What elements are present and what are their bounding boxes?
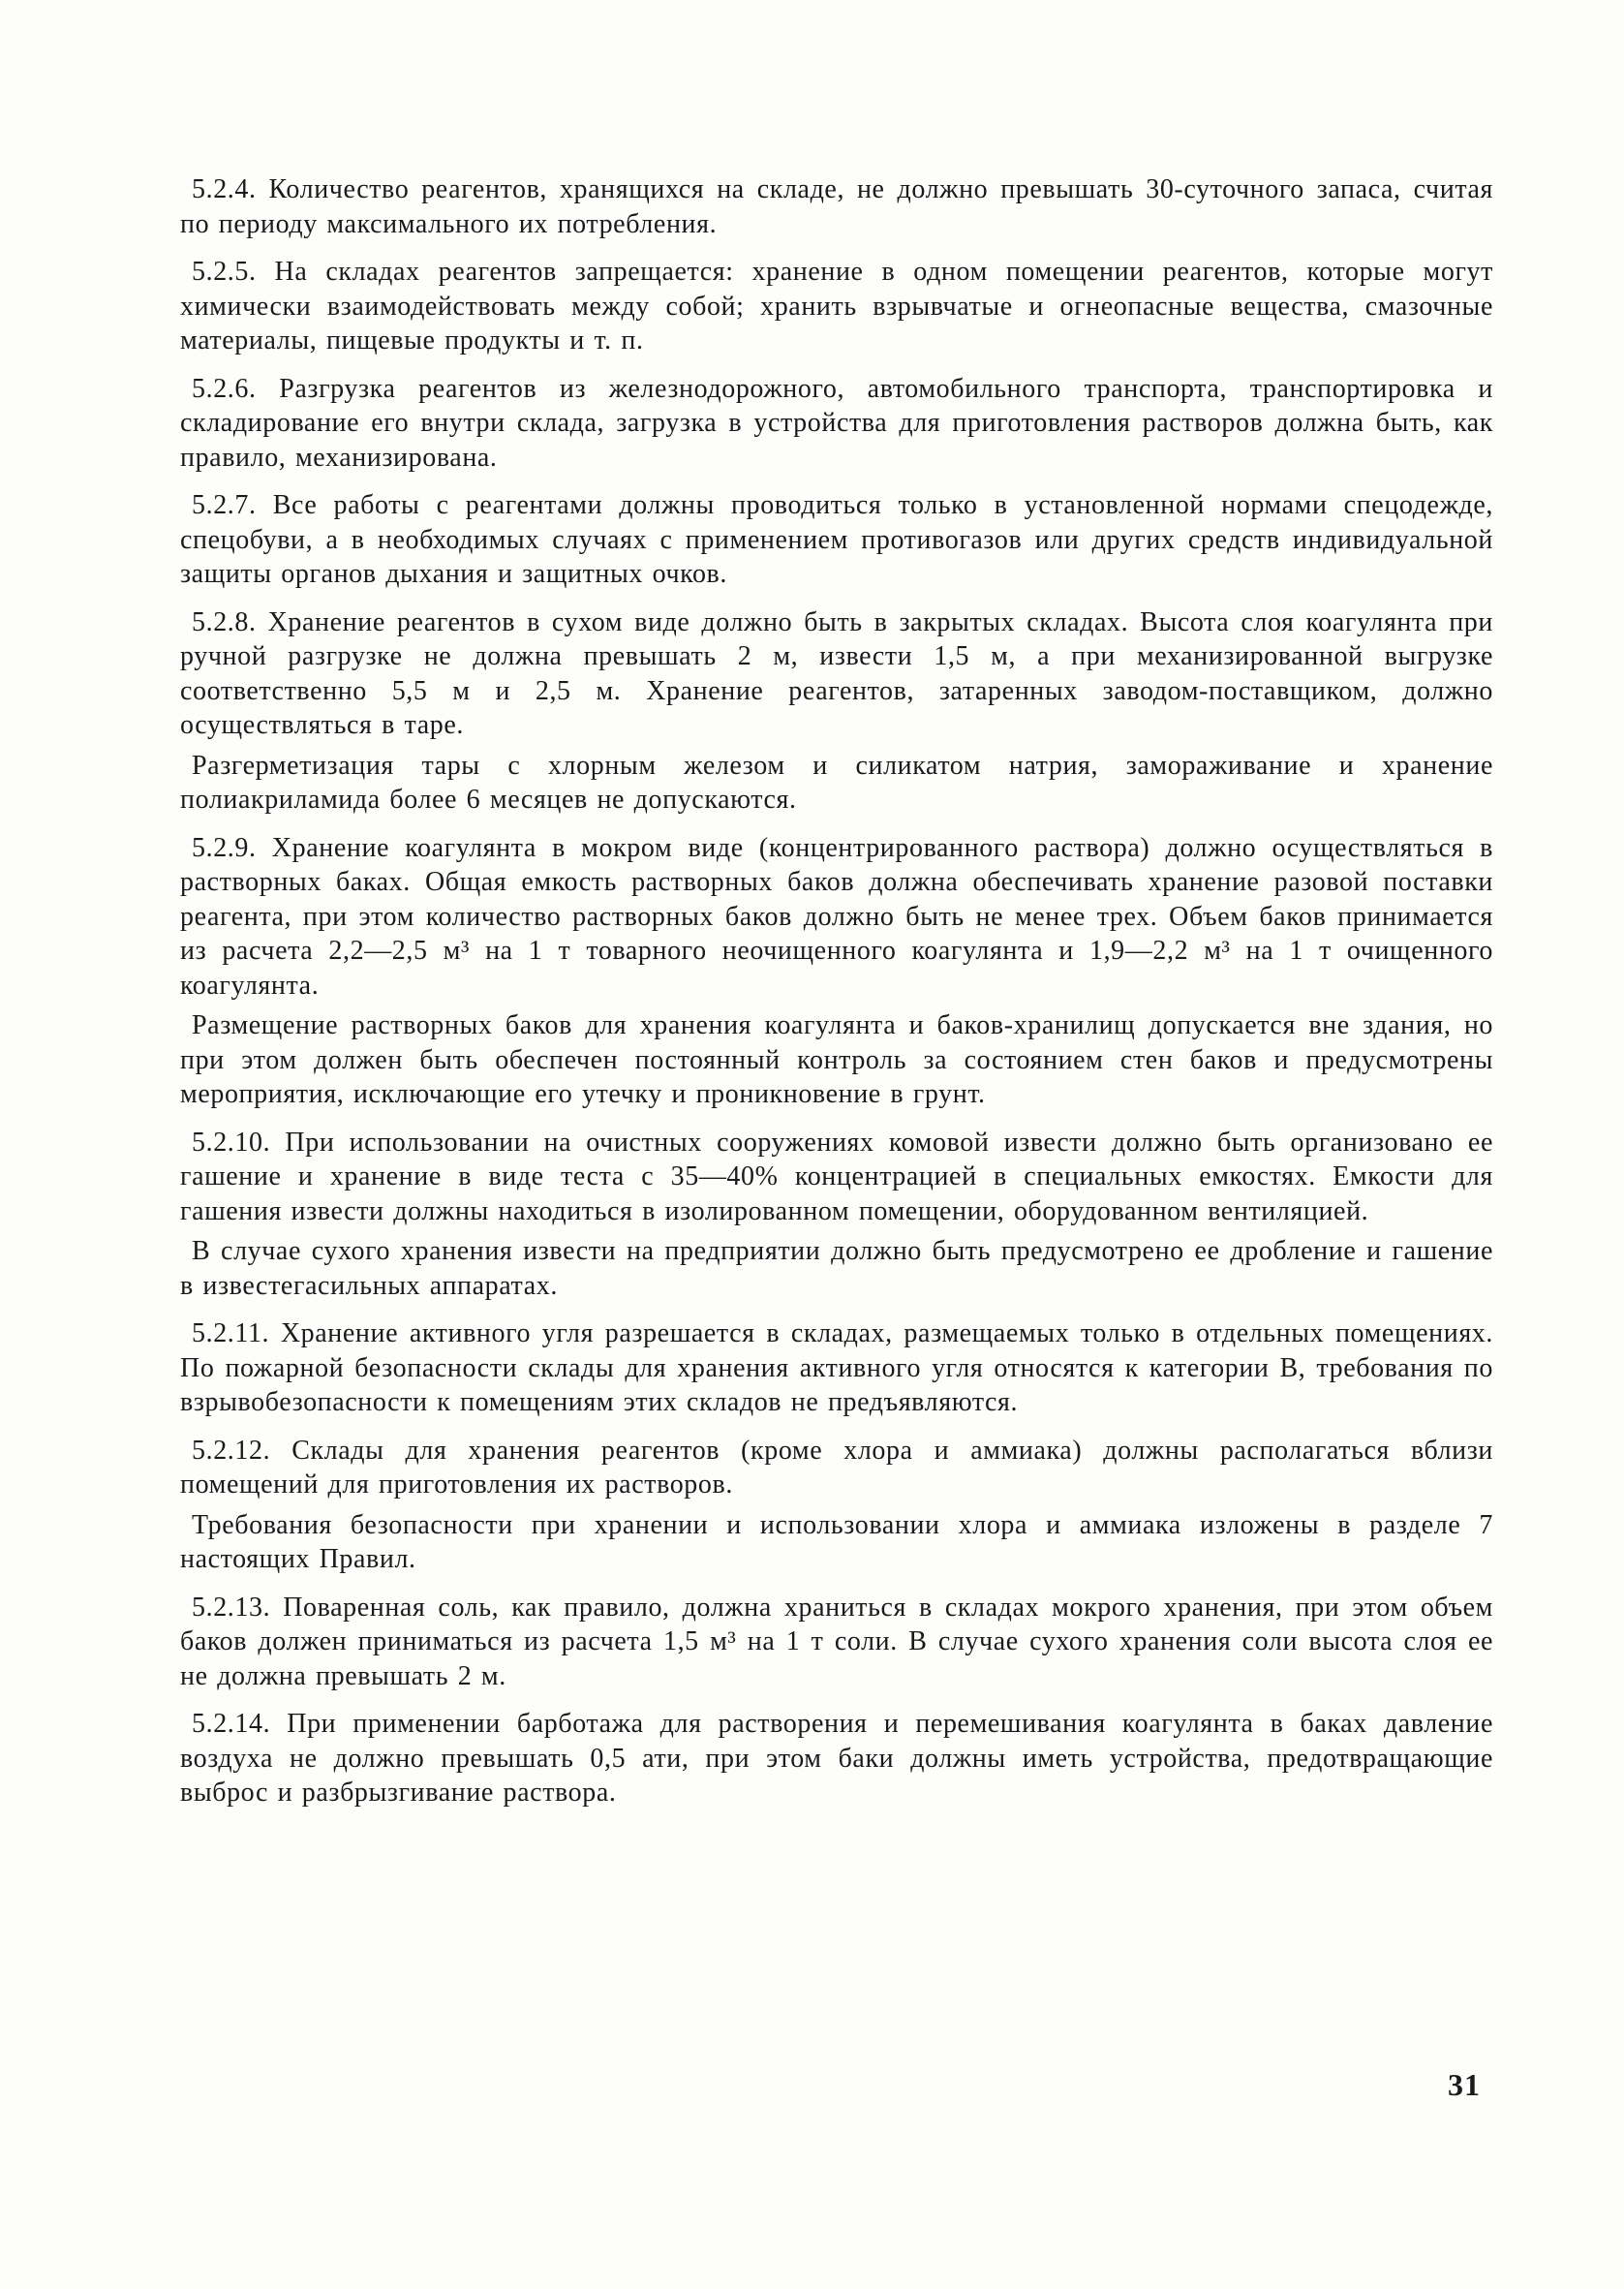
paragraph-5-2-11: 5.2.11. Хранение активного угля разрешается в складах, размещаемых только в отдельных помещениях. По пожарной безопасности склады для хранения активного угля относятся к категории В, требования по взрывобезопасности к помещениям этих складов не предъявляются.: [180, 1318, 1493, 1417]
paragraph-5-2-8-continued: Разгерметизация тары с хлорным железом и силикатом натрия, замораживание и хранение полиакриламида более 6 месяцев не допускаются.: [180, 750, 1493, 815]
paragraph-5-2-12: 5.2.12. Склады для хранения реагентов (кроме хлора и аммиака) должны располагаться вблизи помещений для приготовления их растворов.: [180, 1435, 1493, 1500]
paragraph-5-2-7: 5.2.7. Все работы с реагентами должны проводиться только в установленной нормами спецодежде, спецобуви, а в необходимых случаях с применением противогазов или других средств индивидуальной защиты органов дыхания и защитных очков.: [180, 490, 1493, 589]
document-body: [180, 172, 1493, 1824]
page-number: 31: [1448, 2067, 1481, 2102]
paragraph-5-2-9: 5.2.9. Хранение коагулянта в мокром виде (концентрированного раствора) должно осуществляться в растворных баках. Общая емкость растворных баков должна обеспечивать хранение разовой поставки реагента, при этом количество растворных баков должно быть не менее трех. Объем баков принимается из расчета 2,2—2,5 м³ на 1 т товарного неочищенного коагулянта и 1,9—2,2 м³ на 1 т очищенного коагулянта.: [180, 832, 1493, 1001]
paragraph-5-2-12-continued: Требования безопасности при хранении и использовании хлора и аммиака изложены в разделе 7 настоящих Правил.: [180, 1509, 1493, 1574]
paragraph-5-2-13: 5.2.13. Поваренная соль, как правило, должна храниться в складах мокрого хранения, при этом объем баков должен приниматься из расчета 1,5 м³ на 1 т соли. В случае сухого хранения соли высота слоя ее не должна превышать 2 м.: [180, 1592, 1493, 1691]
paragraph-5-2-6: 5.2.6. Разгрузка реагентов из железнодорожного, автомобильного транспорта, транспортировка и складирование его внутри склада, загрузка в устройства для приготовления растворов должна быть, как правило, механизирована.: [180, 373, 1493, 473]
paragraph-5-2-8: 5.2.8. Хранение реагентов в сухом виде должно быть в закрытых складах. Высота слоя коагулянта при ручной разгрузке не должна превышать 2 м, извести 1,5 м, а при механизированной выгрузке соответственно 5,5 м и 2,5 м. Хранение реагентов, затаренных заводом-поставщиком, должно осуществляться в таре.: [180, 606, 1493, 740]
paragraph-5-2-4: 5.2.4. Количество реагентов, хранящихся на складе, не должно превышать 30-суточного запаса, считая по периоду максимального их потребления.: [180, 174, 1493, 239]
paragraph-5-2-10: 5.2.10. При использовании на очистных сооружениях комовой извести должно быть организовано ее гашение и хранение в виде теста с 35—40% концентрацией в специальных емкостях. Емкости для гашения извести должны находиться в изолированном помещении, оборудованном вентиляцией.: [180, 1127, 1493, 1226]
paragraph-5-2-10-continued: В случае сухого хранения извести на предприятии должно быть предусмотрено ее дробление и гашение в известегасильных аппаратах.: [180, 1236, 1493, 1301]
paragraph-5-2-9-continued: Размещение растворных баков для хранения коагулянта и баков-хранилищ допускается вне здания, но при этом должен быть обеспечен постоянный контроль за состоянием стен баков и предусмотрены мероприятия, исключающие его утечку и проникновение в грунт.: [180, 1010, 1493, 1109]
paragraph-5-2-14: 5.2.14. При применении барботажа для растворения и перемешивания коагулянта в баках давление воздуха не должно превышать 0,5 ати, при этом баки должны иметь устройства, предотвращающие выброс и разбрызгивание раствора.: [180, 1709, 1493, 1808]
paragraph-5-2-5: 5.2.5. На складах реагентов запрещается: хранение в одном помещении реагентов, которые могут химически взаимодействовать между собой; хранить взрывчатые и огнеопасные вещества, смазочные материалы, пищевые продукты и т. п.: [180, 257, 1493, 356]
